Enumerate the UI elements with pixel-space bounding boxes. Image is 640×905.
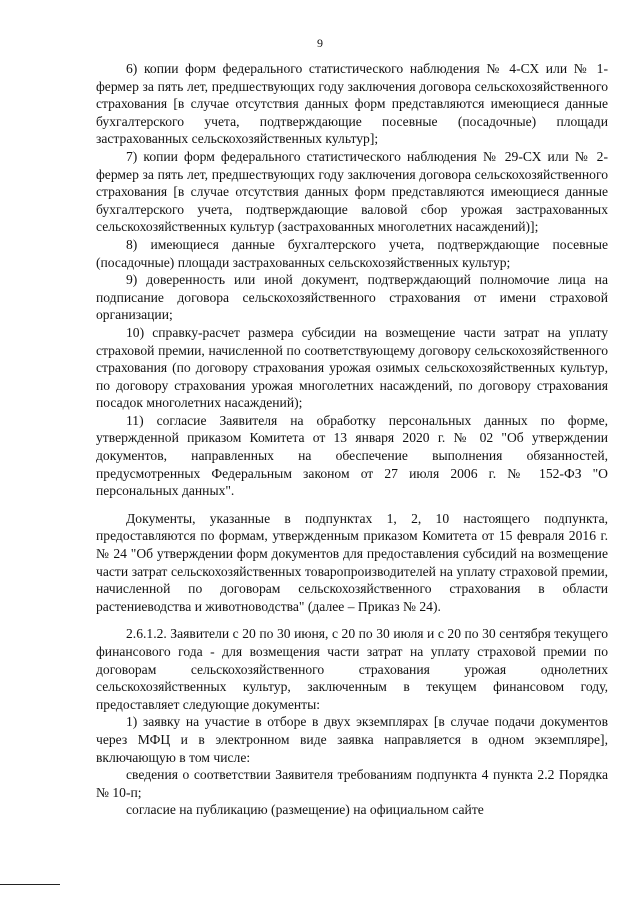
paragraph-item-8: 8) имеющиеся данные бухгалтерского учета, подтверждающие посевные (посадочные) площади застрахованных сельскохозяйственных культур; xyxy=(96,236,608,270)
paragraph-2-6-1-2: 2.6.1.2. Заявители с 20 по 30 июня, с 20 по 30 июля и с 20 по 30 сентября текущего финансового года - для возмещения части затрат на уплату страховой премии по договорам сельскохозяйственного страхования урожая однолетних сельскохозяйственных культур, заключенным в текущем финансовом году, предоставляет следующие документы: xyxy=(96,626,608,712)
paragraph-item-11: 11) согласие Заявителя на обработку персональных данных по форме, утвержденной приказом Комитета от 13 января 2020 г. № 02 "Об утверждении документов, направленных на обеспечение выполнения обязанностей, предусмотренных Федеральным законом от 27 июля 2006 г. № 152-ФЗ "О персональных данных". xyxy=(96,412,608,499)
page-number: 9 xyxy=(317,36,323,50)
paragraph-forms-note: Документы, указанные в подпунктах 1, 2, 10 настоящего подпункта, предоставляются по формам, утвержденным приказом Комитета от 15 февраля 2016 г. № 24 "Об утверждении форм документов для предоставления субсидий на возмещение части затрат сельскохозяйственных товаропроизводителей на уплату страховой премии, начисленной по договорам сельскохозяйственного страхования в области растениеводства и животноводства" (далее – Приказ № 24). xyxy=(96,510,608,614)
paragraph-publication-consent: согласие на публикацию (размещение) на официальном сайте xyxy=(126,802,484,818)
paragraph-compliance-info: сведения о соответствии Заявителя требованиям подпункта 4 пункта 2.2 Порядка № 10-п; xyxy=(96,767,608,800)
paragraph-item-9: 9) доверенность или иной документ, подтверждающий полномочие лица на подписание договора сельскохозяйственного страхования от имени страховой организации; xyxy=(96,272,608,323)
paragraph-item-6: 6) копии форм федерального статистического наблюдения № 4-СХ или № 1-фермер за пять лет, предшествующих году заключения договора сельскохозяйственного страхования [в случае отсутствия данных форм представляются имеющиеся данные бухгалтерского учета, подтверждающие посевные (посадочные) площади застрахованных сельскохозяйственных культур]; xyxy=(96,61,608,147)
paragraph-subitem-1: 1) заявку на участие в отборе в двух экземплярах [в случае подачи документов через МФЦ и в электронном виде заявка направляется в одном экземпляре], включающую в том числе: xyxy=(96,714,608,765)
paragraph-item-7: 7) копии форм федерального статистического наблюдения № 29-СХ или № 2-фермер за пять лет, предшествующих году заключения договора сельскохозяйственного страхования [в случае отсутствия данных форм представляются имеющиеся данные бухгалтерского учета, подтверждающие валовой сбор урожая застрахованных сельскохозяйственных культур (застрахованных многолетних насаждений)]; xyxy=(96,148,608,235)
document-body xyxy=(96,60,608,819)
paragraph-item-10: 10) справку-расчет размера субсидии на возмещение части затрат на уплату страховой премии, начисленной по соответствующему договору сельскохозяйственного страхования (по договору страхования урожая озимых сельскохозяйственных культур, по договору страхования урожая многолетних насаждений, по договору страхования посадок многолетних насаждений); xyxy=(96,324,608,411)
footnote-rule xyxy=(0,884,60,885)
